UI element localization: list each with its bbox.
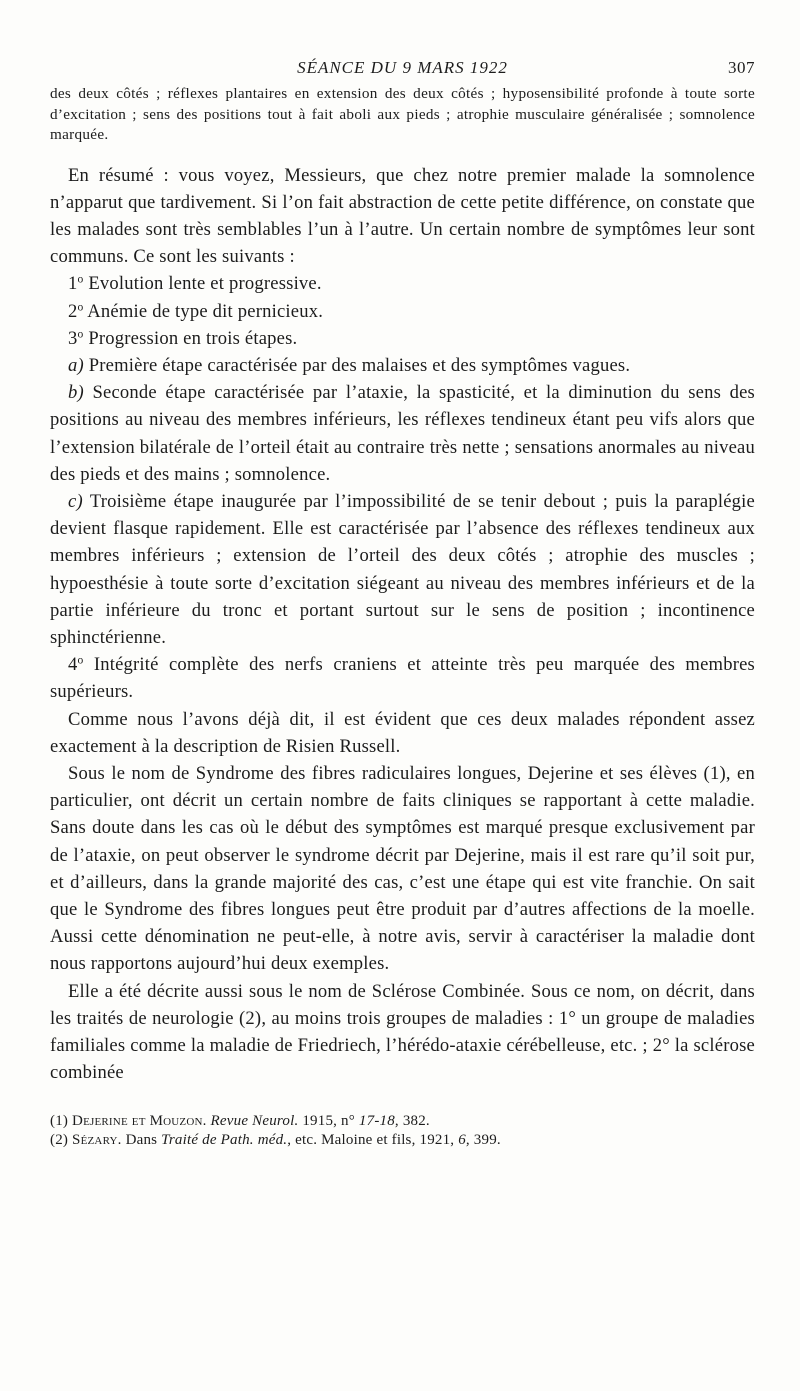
paragraph-dejerine: Sous le nom de Syndrome des fibres radiculaires longues, Dejerine et ses élèves (1), en particulier, ont décrit un certain nombre de faits cliniques se rapportant à cette maladie. Sans doute dans les cas où le début des symptômes est marqué presque exclusivement par de l’ataxie, on peut observer le syndrome décrit par Dejerine, mais il est rare qu’il soit pur, et d’ailleurs, dans la grande majorité des cas, c’est une étape qui est vite franchie. On sait que le Syndrome des fibres longues peut être produit par d’autres affections de la moelle. Aussi cette dénomination ne peut-elle, à notre avis, servir à caractériser la maladie dont nous rapportons aujourd’hui deux exemples. <box>50 762 755 975</box>
item-number: 1 <box>68 273 78 295</box>
footnote-text: 1915, n° <box>302 1113 355 1130</box>
degree-mark: o <box>77 654 84 667</box>
item-text: Progression en trois étapes. <box>88 327 298 349</box>
sub-item-b <box>50 379 755 488</box>
footnote-text: , 382. <box>394 1113 430 1130</box>
footnote-author: Dejerine et Mouzon. <box>72 1113 207 1130</box>
sub-item-a <box>50 352 755 379</box>
degree-mark: o <box>77 301 84 314</box>
list-item-4 <box>50 651 755 705</box>
degree-mark: o <box>77 328 84 341</box>
header-title: SÉANCE DU 9 MARS 1922 <box>297 58 508 77</box>
item-text: Première étape caractérisée par des malaises et des symptômes vagues. <box>88 354 631 376</box>
paragraph-russell: Comme nous l’avons déjà dit, il est évident que ces deux malades répondent assez exactement à la description de Risien Russell. <box>50 708 755 757</box>
page-number: 307 <box>728 58 755 77</box>
list-item-3 <box>50 325 755 352</box>
footnote-mark: (1) <box>50 1113 69 1130</box>
item-text: Seconde étape caractérisée par l’ataxie, la spasticité, et la diminution du sens des positions au niveau des membres inférieurs, les réflexes tendineux étant peu vifs alors que l’extension bilatérale de l’orteil était au contraire très nette ; sensations anormales au niveau des pieds et des mains ; somnolence. <box>50 382 755 485</box>
list-item-1 <box>50 270 755 297</box>
running-header <box>50 58 755 84</box>
list-item-2 <box>50 298 755 325</box>
footnote-journal: Revue Neurol. <box>210 1113 299 1130</box>
footnote-text: , 399. <box>465 1132 501 1149</box>
footnote-author: Sézary. <box>72 1132 122 1149</box>
footnote-title: Traité de Path. méd. <box>161 1132 288 1149</box>
sub-item-c <box>50 488 755 651</box>
document-page <box>50 58 755 1150</box>
footnote-1 <box>50 1112 755 1131</box>
item-number: 2 <box>68 300 78 322</box>
intro-paragraph: des deux côtés ; réflexes plantaires en extension des deux côtés ; hyposensibilité profonde à toute sorte d’excitation ; sens des positions tout à fait aboli aux pieds ; atrophie musculaire généralisée ; somnolence marquée. <box>50 85 755 143</box>
footnote-text: Dans <box>125 1132 158 1149</box>
item-text: Troisième étape inaugurée par l’impossibilité de se tenir debout ; puis la paraplégie devient flasque rapidement. Elle est caractérisée par l’absence des réflexes tendineux aux membres inférieurs ; extension de l’orteil des deux côtés ; atrophie des muscles ; hypoesthésie à toute sorte d’excitation siégeant au niveau des membres inférieurs et de la partie inférieure du tronc et portant surtout sur le sens de position ; incontinence sphinctérienne. <box>50 490 755 648</box>
sub-item-letter: a) <box>68 354 84 376</box>
paragraph-sclerose: Elle a été décrite aussi sous le nom de Sclérose Combinée. Sous ce nom, on décrit, dans les traités de neurologie (2), au moins trois groupes de maladies : 1° un groupe de maladies familiales comme la maladie de Friedriech, l’hérédo-ataxie cérébelleuse, etc. ; 2° la sclérose combinée <box>50 980 755 1084</box>
footnote-2 <box>50 1131 755 1150</box>
footnote-issue: 17-18 <box>358 1113 395 1130</box>
degree-mark: o <box>77 273 84 286</box>
footnote-mark: (2) <box>50 1132 69 1149</box>
item-number: 3 <box>68 327 78 349</box>
item-text: Anémie de type dit pernicieux. <box>87 300 324 322</box>
item-number: 4 <box>68 654 78 676</box>
footnote-volume: 6 <box>458 1132 466 1149</box>
paragraph-summary: En résumé : vous voyez, Messieurs, que chez notre premier malade la somnolence n’apparut que tardivement. Si l’on fait abstraction de cette petite différence, on constate que les malades sont très semblables l’un à l’autre. Un certain nombre de symptômes leur sont communs. Ce sont les suivants : <box>50 164 755 268</box>
body-text <box>50 162 755 1087</box>
sub-item-letter: c) <box>68 490 83 512</box>
item-text: Evolution lente et progressive. <box>88 273 322 295</box>
footnotes <box>50 1112 755 1150</box>
sub-item-letter: b) <box>68 382 84 404</box>
footnote-text: , etc. Maloine et fils, 1921, <box>287 1132 455 1149</box>
item-text: Intégrité complète des nerfs craniens et atteinte très peu marquée des membres supérieurs. <box>50 654 755 703</box>
